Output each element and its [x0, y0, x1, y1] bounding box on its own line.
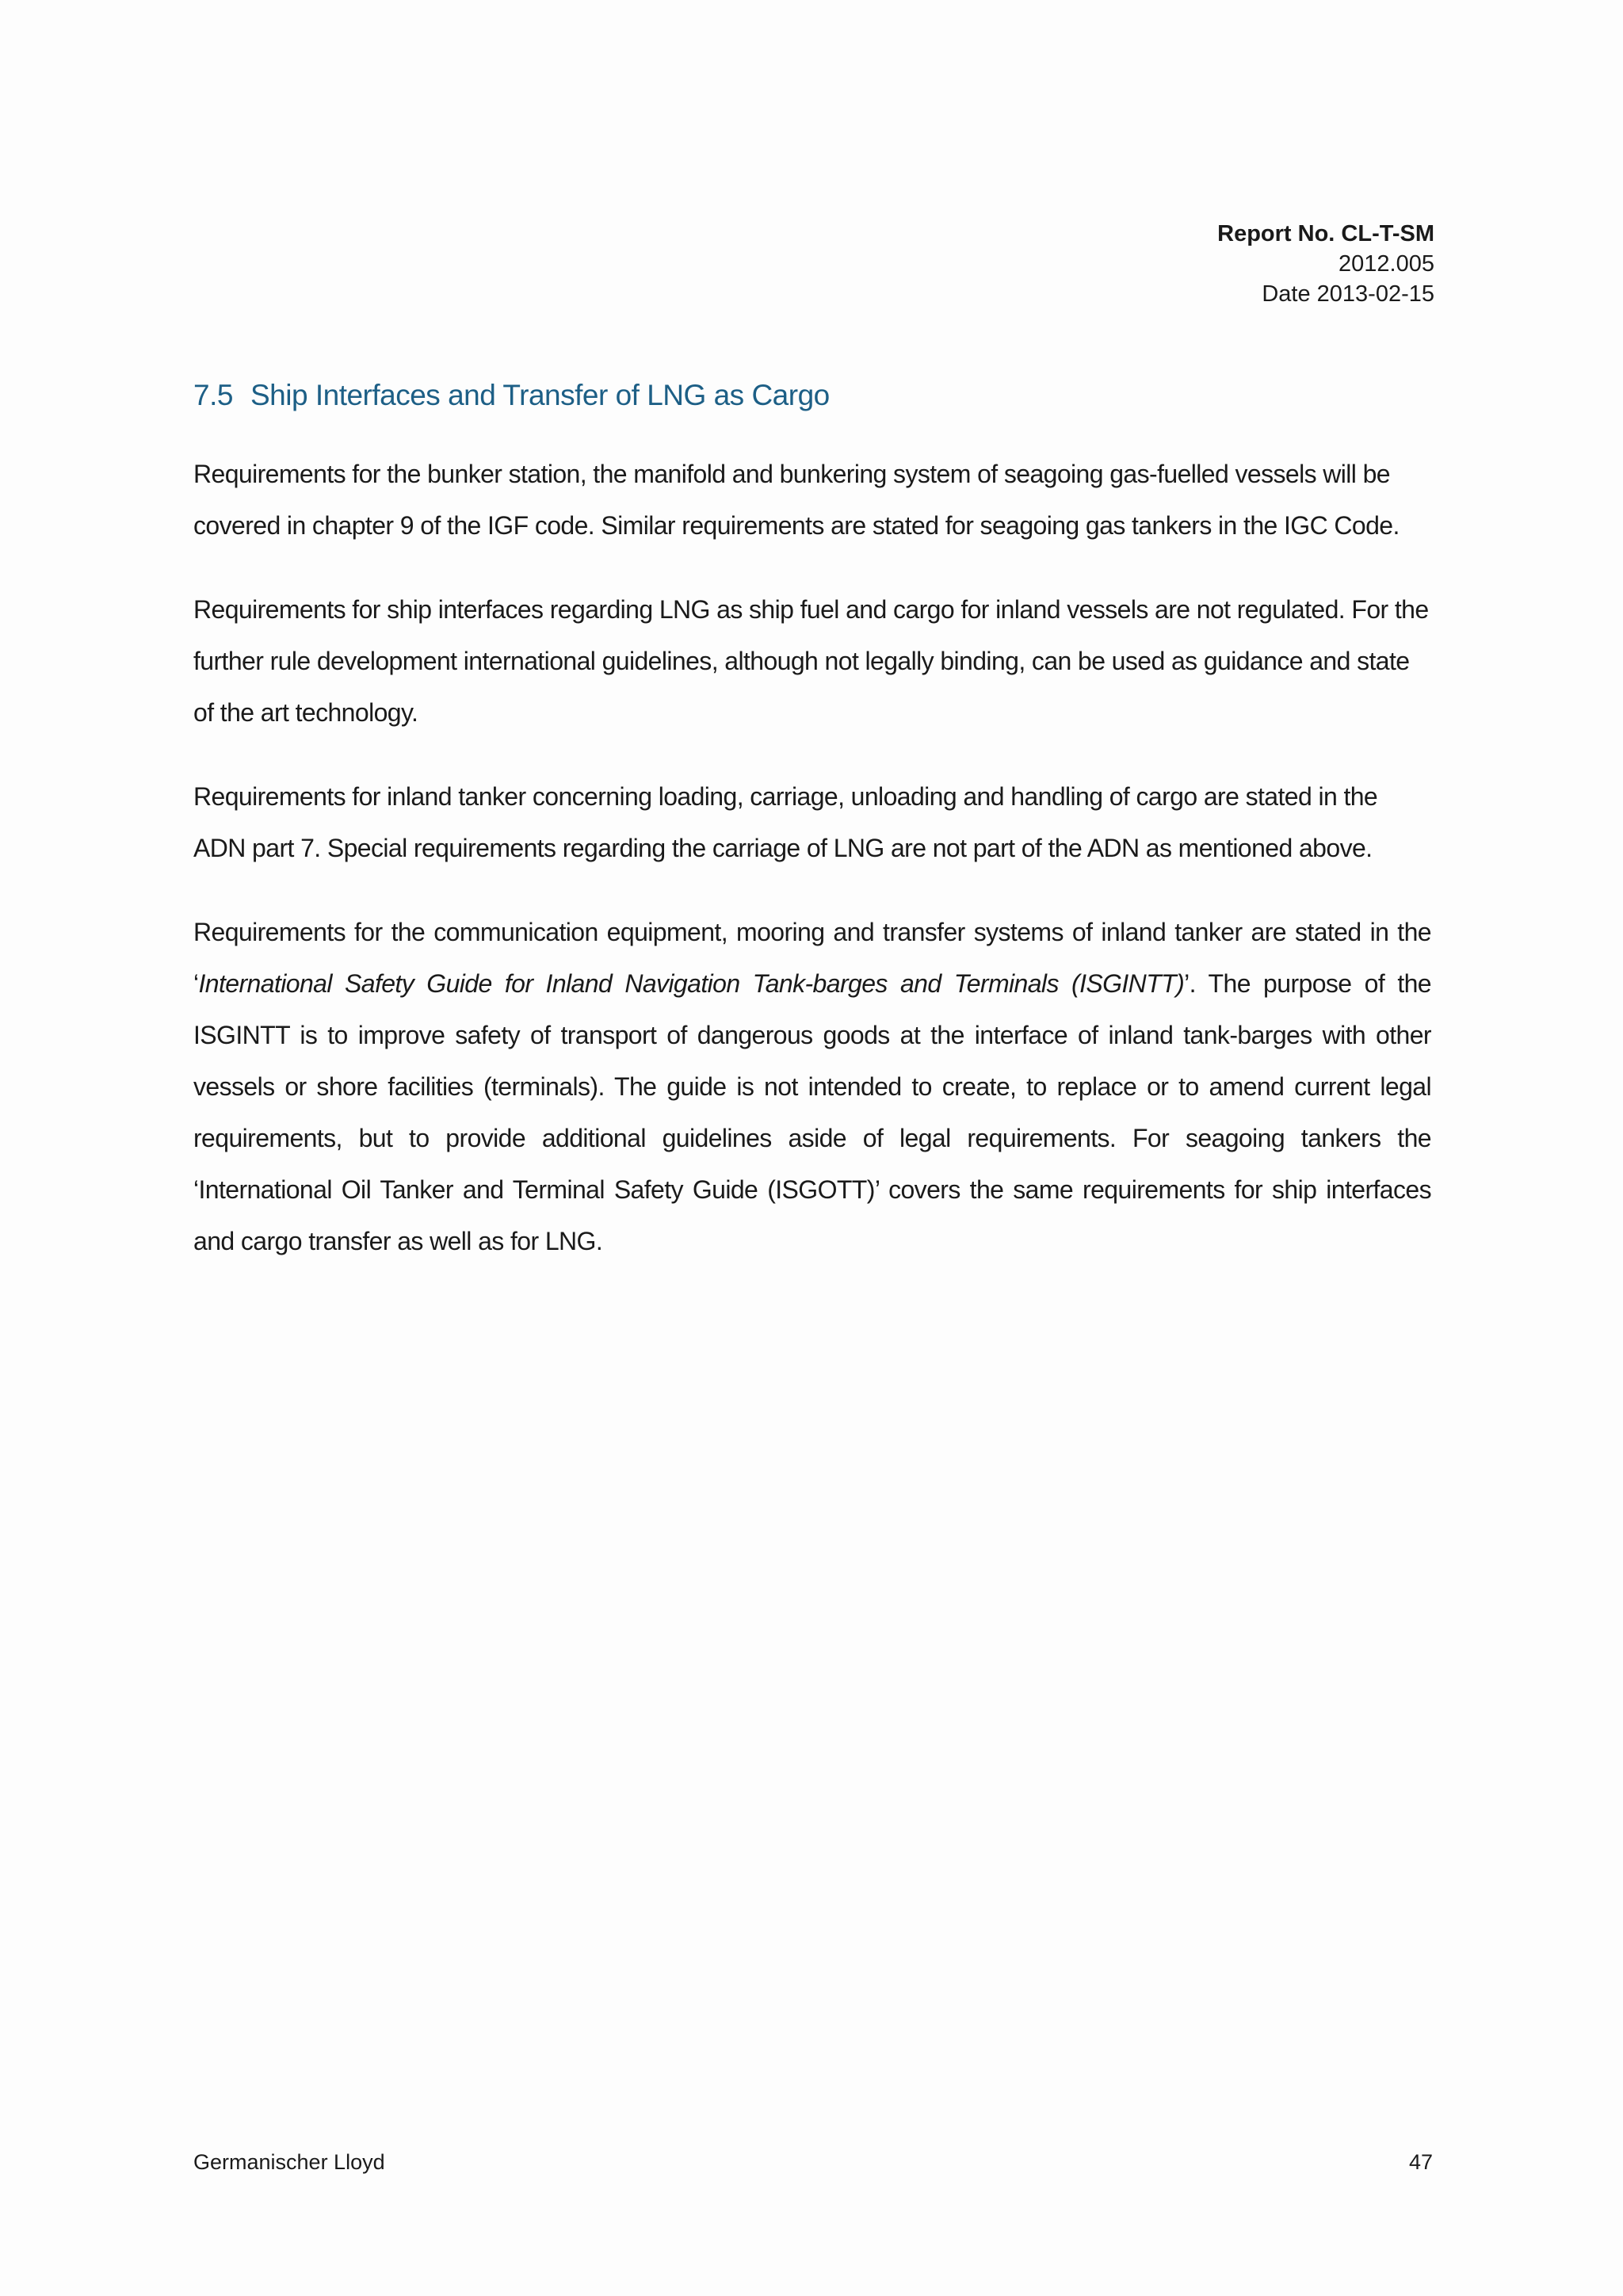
report-id: 2012.005: [1338, 251, 1434, 277]
body-text: [193, 449, 1431, 1300]
paragraph-2: Requirements for ship interfaces regarding LNG as ship fuel and cargo for inland vessels are not regulated. For the further rule development international guidelines, although not legally binding, can be used as guidance and state of the art technology.: [193, 595, 1429, 727]
section-heading: [193, 379, 830, 412]
paragraph-3: Requirements for inland tanker concerning loading, carriage, unloading and handling of cargo are stated in the ADN part 7. Special requirements regarding the carriage of LNG are not part of the ADN as mentioned above.: [193, 782, 1378, 862]
footer-company: Germanischer Lloyd: [193, 2150, 385, 2174]
report-header: [1217, 219, 1434, 309]
paragraph-4-rest: ’. The purpose of the ISGINTT is to improve safety of transport of dangerous goods at the interface of inland tank-barges with other vessels or shore facilities (terminals). The guide is not intended to create, to replace or to amend current legal requirements, but to provide additional guidelines aside of legal requirements. For seagoing tankers the ‘International Oil Tanker and Terminal Safety Guide (ISGOTT)’ covers the same requirements for ship interfaces and cargo transfer as well as for LNG.: [193, 969, 1431, 1255]
report-date: Date 2013-02-15: [1262, 281, 1434, 307]
paragraph-4-intro: Requirements for the communication equipment, mooring and transfer systems of inland tanker are stated in the ‘: [193, 918, 1431, 998]
section-number: 7.5: [193, 379, 233, 411]
paragraph-1: Requirements for the bunker station, the manifold and bunkering system of seagoing gas-fuelled vessels will be covered in chapter 9 of the IGF code. Similar requirements are stated for seagoing gas tankers in the IGC Code.: [193, 460, 1400, 540]
report-number: Report No. CL-T-SM: [1217, 221, 1434, 246]
section-title: Ship Interfaces and Transfer of LNG as Cargo: [250, 379, 830, 411]
paragraph-4-guide-title: International Safety Guide for Inland Navigation Tank-barges and Terminals (ISGINTT): [198, 969, 1185, 998]
footer-page-number: 47: [1408, 2150, 1433, 2174]
paragraph-4: [193, 907, 1431, 1267]
